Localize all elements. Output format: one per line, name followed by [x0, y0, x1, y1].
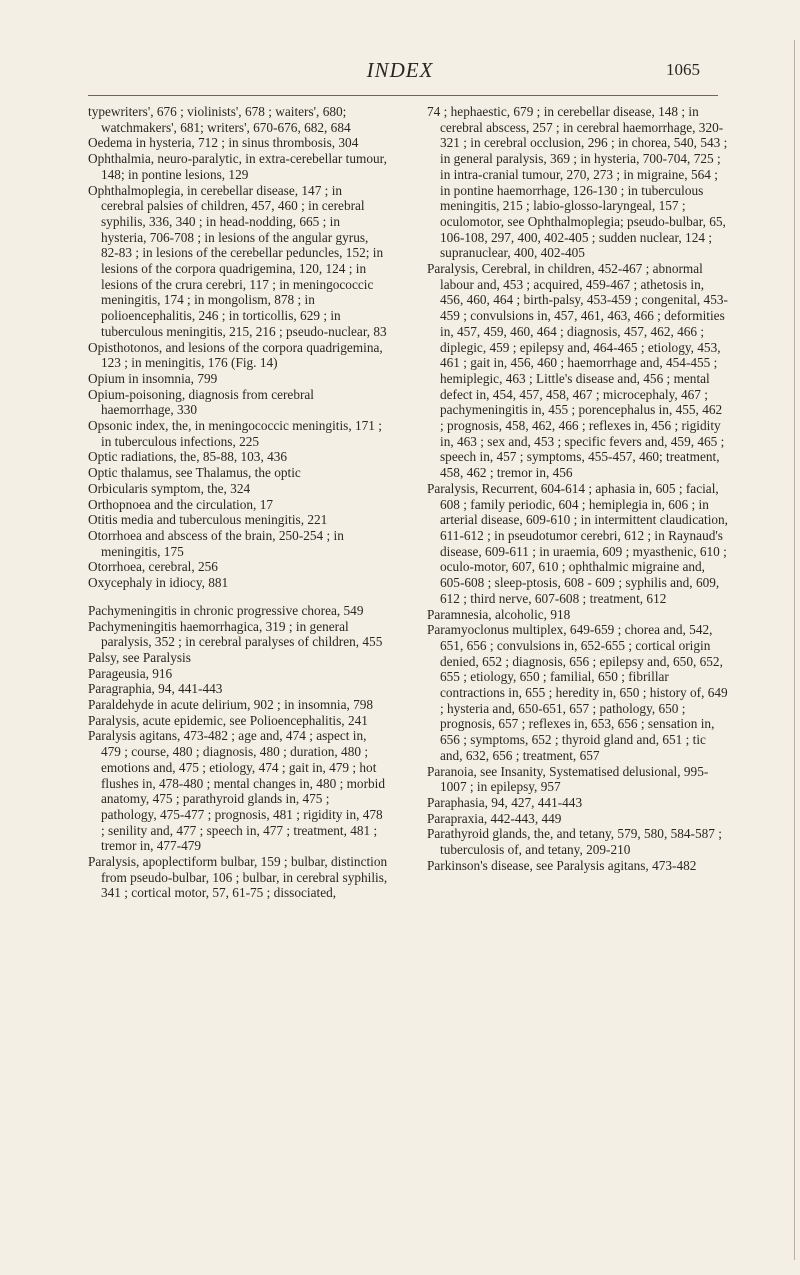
- index-entry: Pachymeningitis in chronic progressive chorea, 549: [88, 602, 364, 618]
- left-column: [88, 104, 388, 901]
- index-entry: Otitis media and tuberculous meningitis, 221: [88, 512, 328, 528]
- index-entry: Paraldehyde in acute delirium, 902 ; in insomnia, 798: [88, 697, 374, 713]
- index-entry: Orthopnoea and the circulation, 17: [88, 496, 273, 512]
- index-entry: Palsy, see Paralysis: [88, 649, 191, 665]
- right-column: [427, 104, 728, 873]
- header-rule: [88, 95, 718, 96]
- index-entry: Parageusia, 916: [88, 665, 173, 681]
- index-entry: Pachymeningitis haemorrhagica, 319 ; in general paralysis, 352 ; in cerebral paralyses of children, 455: [88, 618, 383, 650]
- index-entry: Paralysis, acute epidemic, see Polioencephalitis, 241: [88, 712, 368, 728]
- index-entry: Optic radiations, the, 85-88, 103, 436: [88, 449, 288, 465]
- index-entry: Ophthalmoplegia, in cerebellar disease, 147 ; in cerebral palsies of children, 457, 460 ; in cerebral syphilis, 336, 340 ; in head-nodding, 665 ; in hysteria, 706-708 ; in lesions of the angular gyrus, 82-83 ; in lesions of the cerebellar peduncles, 152; in lesions of the corpora quadrigemina, 120, 124 ; in lesions of the crura cerebri, 117 ; in meningococcic meningitis, 174 ; in mongolism, 878 ; in polioencephalitis, 246 ; in torticollis, 629 ; in tuberculous meningitis, 215, 216 ; pseudo-nuclear, 83: [88, 182, 387, 339]
- index-entry: Opium-poisoning, diagnosis from cerebral haemorrhage, 330: [88, 386, 315, 418]
- index-entry: Opisthotonos, and lesions of the corpora quadrigemina, 123 ; in meningitis, 176 (Fig. 14): [88, 339, 383, 371]
- index-entry: Opsonic index, the, in meningococcic meningitis, 171 ; in tuberculous infections, 225: [88, 418, 382, 449]
- index-entry: Orbicularis symptom, the, 324: [88, 480, 251, 496]
- page-number: 1065: [666, 60, 700, 79]
- page-edge-line: [794, 40, 795, 1260]
- index-entry: Paragraphia, 94, 441-443: [88, 681, 223, 697]
- index-entry: Oedema in hysteria, 712 ; in sinus thrombosis, 304: [88, 135, 359, 151]
- index-entry: Paramnesia, alcoholic, 918: [427, 606, 571, 622]
- index-entry: Otorrhoea, cerebral, 256: [88, 559, 218, 575]
- index-entry: Parathyroid glands, the, and tetany, 579, 580, 584-587 ; tuberculosis of, and tetany, 209-210: [427, 826, 722, 858]
- index-entry: Paranoia, see Insanity, Systematised delusional, 995-1007 ; in epilepsy, 957: [427, 763, 709, 795]
- index-entry: Parapraxia, 442-443, 449: [427, 810, 562, 826]
- index-entry: Otorrhoea and abscess of the brain, 250-254 ; in meningitis, 175: [88, 527, 344, 559]
- index-entry: typewriters', 676 ; violinists', 678 ; waiters', 680; watchmakers', 681; writers', 670-676, 682, 684: [88, 104, 351, 135]
- index-entry: Parkinson's disease, see Paralysis agitans, 473-482: [427, 857, 697, 873]
- index-entry: Oxycephaly in idiocy, 881: [88, 575, 229, 591]
- index-entry: Paramyoclonus multiplex, 649-659 ; chorea and, 542, 651, 656 ; convulsions in, 652-655 ; cortical origin denied, 652 ; diagnosis, 656 ; epilepsy and, 650, 652, 655 ; etiology, 650 ; familial, 650 ; fibrillar contractions in, 655 ; heredity in, 650 ; history of, 649 ; hysteria and, 650-651, 657 ; pathology, 650 ; prognosis, 657 ; reflexes in, 653, 656 ; sensation in, 656 ; symptoms, 652 ; thyroid gland and, 651 ; tic and, 632, 656 ; treatment, 657: [427, 622, 728, 763]
- index-entry: Paralysis, apoplectiform bulbar, 159 ; bulbar, distinction from pseudo-bulbar, 106 ; bulbar, in cerebral syphilis, 341 ; cortical motor, 57, 61-75 ; dissociated,: [88, 854, 388, 901]
- running-title: INDEX: [366, 58, 434, 82]
- index-entry: Paralysis, Recurrent, 604-614 ; aphasia in, 605 ; facial, 608 ; family periodic, 604 ; hemiplegia in, 606 ; in arterial disease, 609-610 ; in intermittent claudication, 611-612 ; in pseudotumor cerebri, 612 ; in Raynaud's disease, 609-611 ; in uraemia, 609 ; myasthenic, 610 ; oculo-motor, 607, 610 ; ophthalmic migraine and, 605-608 ; sleep-ptosis, 608 - 609 ; syphilis and, 609, 612 ; third nerve, 607-608 ; treatment, 612: [427, 480, 729, 606]
- index-entry: Opium in insomnia, 799: [88, 370, 218, 386]
- index-entry: Paralysis, Cerebral, in children, 452-467 ; abnormal labour and, 453 ; acquired, 459-467 ; athetosis in, 456, 460, 464 ; birth-palsy, 453-459 ; congenital, 453-459 ; convulsions in, 457, 461, 463, 466 ; deformities in, 457, 459, 460, 464 ; diagnosis, 457, 462, 466 ; diplegic, 459 ; epilepsy and, 464-465 ; etiology, 453, 461 ; gait in, 456, 460 ; haemorrhage and, 454-455 ; hemiplegic, 463 ; Little's disease and, 456 ; mental defect in, 454, 457, 458, 467 ; microcephaly, 467 ; pachymeningitis in, 455 ; porencephalus in, 455, 462 ; prognosis, 458, 462, 466 ; reflexes in, 456 ; rigidity in, 463 ; sex and, 453 ; specific fevers and, 459, 465 ; speech in, 457 ; symptoms, 455-457, 460; treatment, 458, 462 ; tremor in, 456: [427, 261, 728, 481]
- index-entry: Paraphasia, 94, 427, 441-443: [427, 794, 583, 810]
- index-entry: Paralysis agitans, 473-482 ; age and, 474 ; aspect in, 479 ; course, 480 ; diagnosis, 480 ; duration, 480 ; emotions and, 475 ; etiology, 474 ; gait in, 479 ; hot flushes in, 478-480 ; mental changes in, 480 ; morbid anatomy, 475 ; parathyroid glands in, 475 ; pathology, 475-477 ; prognosis, 481 ; rigidity in, 478 ; senility and, 477 ; speech in, 477 ; treatment, 481 ; tremor in, 477-479: [88, 728, 385, 854]
- page-header: [0, 58, 800, 98]
- index-entry: Ophthalmia, neuro-paralytic, in extra-cerebellar tumour, 148; in pontine lesions, 129: [88, 151, 387, 182]
- index-entry: 74 ; hephaestic, 679 ; in cerebellar disease, 148 ; in cerebral abscess, 257 ; in cerebral haemorrhage, 320-321 ; in cerebral occlusion, 296 ; in chorea, 540, 543 ; in general paralysis, 369 ; in hysteria, 700-704, 725 ; in intra-cranial tumour, 270, 273 ; in migraine, 564 ; in pontine haemorrhage, 126-130 ; in tuberculous meningitis, 215 ; labio-glosso-laryngeal, 157 ; oculomotor, see Ophthalmoplegia; pseudo-bulbar, 65, 106-108, 297, 400, 402-405 ; sudden nuclear, 124 ; supranuclear, 400, 402-405: [427, 104, 728, 261]
- index-entry: Optic thalamus, see Thalamus, the optic: [88, 465, 301, 481]
